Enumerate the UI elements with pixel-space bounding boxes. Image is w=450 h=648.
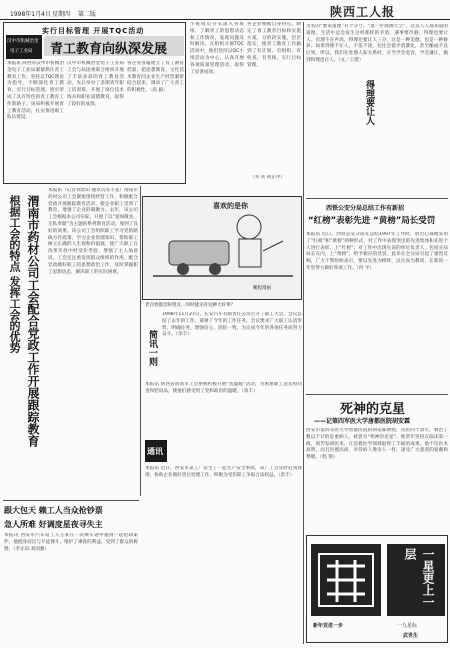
column-rule-1 bbox=[140, 186, 141, 496]
top-left-col-2: 汉中市机械冶金电子工业局工会与局团委联合组织开展了丰富多彩的青工教育活动，先后举办了多期青年职工培训班，开展了岗位技术练兵和职业道德教育，取得了较好的成效。 bbox=[67, 61, 124, 107]
right-middle-kicker: 西铁公安分局总结工作有新招 bbox=[326, 205, 405, 212]
left-column-body: 本报讯（记者刘景田 通讯员苏丰基）渭南市药材公司工会紧密围绕经营工作，积极配合党政开展跟踪教育活动，使企业职工受到了教育，增强了企业的凝聚力。去年，该公司工会根据本公司实际，开展了以“爱岗敬业、无私奉献”为主题的系列教育活动，收到了良好的效果。该公司工会组织职工学习党的路线方针政策，学习企业管理知识，帮助职工树立正确的人生观和价值观，使广大职工在改革开放中经受住考验，增强了主人翁意识。工会还注重发挥群众组织的作用，配合党政做好职工的思想政治工作，及时掌握职工思想动态，解决职工的实际困难。 bbox=[48, 188, 138, 275]
seal-name: 武世生 bbox=[403, 633, 419, 639]
middle-bottom-body: 本报讯 近日，西安市某工厂发生了一起生产安全事故，该厂工会及时赶到现场，协助企业做好善后处理工作，积极为受伤职工争取合法权益。（余丰） bbox=[145, 466, 302, 478]
right-bottom-title: 死神的克星 bbox=[340, 402, 406, 417]
middle-news-body-2: 本报讯 陕西省渭南市工会系统积极开展“送温暖”活动，为困难职工送去慰问金和慰问品，使他们感受到了党和政府的温暖。（余丰） bbox=[145, 382, 302, 394]
right-middle-rule bbox=[306, 198, 448, 199]
masthead: 陕西工人报 bbox=[330, 5, 396, 19]
banner-small-1: 汉中市机械冶金 bbox=[7, 39, 39, 44]
seal-credit: 一九星标 bbox=[397, 623, 418, 629]
cartoon-caption: 喜欢的是你 bbox=[213, 202, 248, 210]
middle-top-byline: （邓 亮 胡正中） bbox=[250, 175, 286, 180]
left-bottom-body: 本报讯 西安市汽车站工人王某在一次乘车途中遇到一起抢劫案件，他挺身而出与歹徒搏斗，维护了乘客的利益，受到了群众的称赞。（李正田 刘国强） bbox=[4, 533, 138, 552]
right-bottom-rule bbox=[306, 394, 448, 395]
header-date: 1998年1月4日 bbox=[10, 11, 51, 18]
middle-news-body: 1998年11月27日，长安汽车有限责任公司召开了职工大会，会议总结了去年的工作，部署了今年的工作任务。会议要求广大职工认清形势，明确任务，增强信心，团结一致，为完成今年的各项任务而努力奋斗。（余丰） bbox=[162, 312, 302, 338]
left-bottom-title-2: 急人所难 好调度星夜寻失主 bbox=[4, 520, 103, 529]
cartoon-illustration bbox=[153, 211, 293, 283]
column-rule-2 bbox=[303, 22, 304, 644]
middle-top-col-2: 各企业根据自身特点，制定了青工教育目标和实施方案，分阶段实施，层层落实，使青工教育工作做到了有计划、有组织、有检查、有考核，实行目标管理。 bbox=[247, 22, 301, 68]
header-edition: 第二版 bbox=[78, 11, 97, 18]
banner-small-2: 电子工业局 bbox=[10, 49, 33, 54]
banner-label bbox=[6, 35, 42, 59]
tongxun-tag bbox=[145, 440, 167, 462]
seal-left-block bbox=[311, 544, 381, 616]
top-left-col-3: 各企业普遍建立了青工教育档案，把思想教育、文化技术教育同企业生产经营紧密结合起来，调动了广大青工的积极性。（高 毅） bbox=[127, 61, 184, 94]
right-middle-body: 本报讯 近日，西铁公安分局在总结1997年工作时，别出心裁地采用了“红榜”和“黄榜”两种形式，对工作中表现突出的先进集体和先进个人进行表彰，上“红榜”；对工作中出现失误的单位负责人，包括分局局长在内，上“黄榜”，给予相应的处罚。此举在全分局引起了强烈反响，广大干警纷纷表示，要以先进为榜样，以失误为教训，在新的一年里努力做好各项工作。（何 平） bbox=[306, 232, 448, 271]
top-left-col-1: 本报讯 陕西省汉中市机械冶金电子工业局紧紧抓住青工教育工作，坚持以TQC理论为指导，不断深化青工教育，实行目标管理，逐步形成了具有特色的青工教育工作新路子。该局积极开展青工教育活动，扎实推进职工队伍建设。 bbox=[7, 61, 64, 121]
left-vertical-subhead: 根据工会的特点 发挥工会的优势 bbox=[8, 195, 21, 353]
seal-glyph bbox=[317, 552, 375, 608]
seal-box bbox=[306, 535, 448, 643]
right-bottom-subtitle: ——记第四军医大学唐都医院胡安霖 bbox=[314, 418, 411, 425]
cartoon-sub: 老百姓都会盼望兑…何时能见有这种大好事？ bbox=[145, 303, 235, 308]
jianxun-label: 简讯一则 bbox=[147, 330, 157, 366]
left-vertical-headline: 渭南市药材公司工会配合党政工作开展跟踪教育 bbox=[26, 195, 40, 447]
tongxun-label: 通讯 bbox=[147, 447, 163, 456]
banner-title-bg bbox=[44, 36, 184, 56]
kicker: 实行目标管理 开展TQC活动 bbox=[42, 27, 145, 35]
seal-right-block bbox=[387, 544, 445, 616]
header-weekday: 星期四 bbox=[52, 11, 71, 18]
left-bottom-rule bbox=[3, 500, 139, 501]
middle-top-col-1: 小班成员分头深入各班组，了解青工的思想动态和工作情况，发现问题及时解决。在组织开展TQC活动中，他们坚持以QC小组活动为中心，认真开展各项质量管理活动，取得了显著成效。 bbox=[190, 22, 244, 75]
right-top-title: 得理要让人 bbox=[360, 80, 376, 140]
left-bottom-title-1: 跟大包天 赖工人当众抢钞票 bbox=[4, 506, 103, 515]
top-left-article bbox=[3, 22, 186, 184]
page-header bbox=[0, 0, 450, 20]
seal-caption: 新年竞进一步 bbox=[313, 623, 344, 629]
right-top-body: 为名的“要说道理”有个分寸。“退一步海阔天空”，这是人人都知道的道理。生活中总会发生这样那样的矛盾，遇事要冷静，得理也要让人。有理不在声高，得理还要让人三分，这是一种美德，也是一种修养。如果得理不让人，不依不饶，往往会使矛盾激化，甚至酿成不良后果。所以，我们在处理人际关系时，应当学会宽容，学会谦让，做到得理也让人。（文／王建） bbox=[306, 24, 448, 63]
seal-big-text: 一星更上一层 bbox=[403, 548, 435, 608]
right-middle-title: “红榜”表彰先进 “黄榜”局长受罚 bbox=[308, 216, 436, 226]
cartoon-credit: 鹏程漫画 bbox=[253, 286, 271, 291]
right-bottom-body: 西安市第四军医大学唐都医院的胡安霖教授，从医四十余年，救治了数以千计的危重病人，被誉为“死神的克星”。他常年坚持在临床第一线，刻苦钻研医术，在急救医学领域取得了丰硕的成果。他不仅医术高明，而且医德高尚，对待病人像亲人一样，深受广大患者的爱戴和尊敬。（程 翔） bbox=[306, 428, 448, 461]
banner-title: 青工教育向纵深发展 bbox=[50, 42, 168, 56]
cartoon-box bbox=[142, 196, 302, 300]
